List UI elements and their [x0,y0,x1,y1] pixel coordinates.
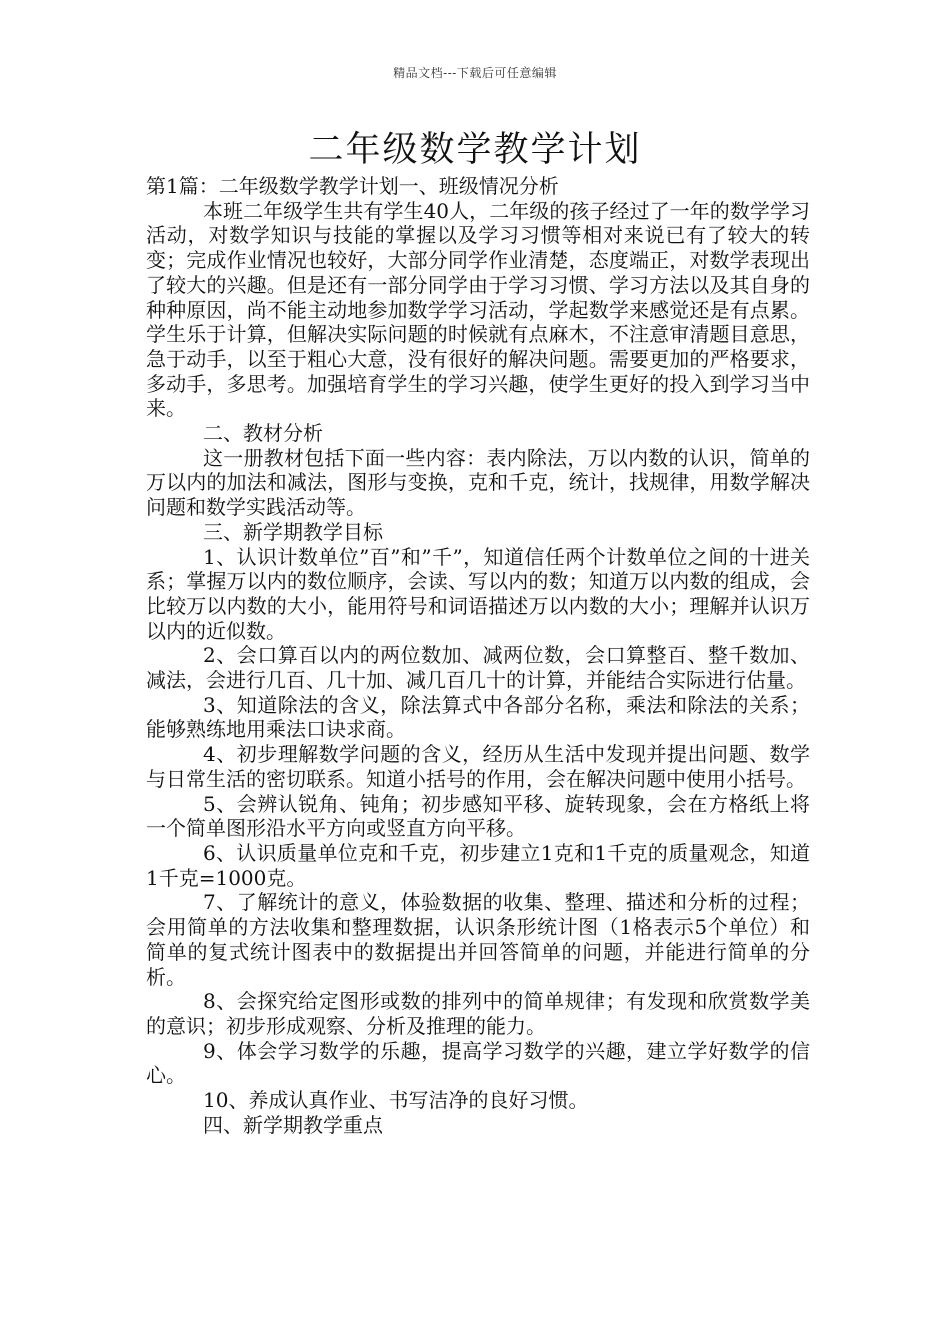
body-paragraph: 9、体会学习数学的乐趣，提高学习数学的兴趣，建立学好数学的信心。 [146,1038,810,1088]
body-paragraph: 7、了解统计的意义，体验数据的收集、整理、描述和分析的过程；会用简单的方法收集和整理数据，认识条形统计图（1格表示5个单位）和简单的复式统计图表中的数据提出并回答简单的问题，并能进行简单的分析。 [146,890,810,989]
body-paragraph: 1、认识计数单位”百”和”千”，知道信任两个计数单位之间的十进关系；掌握万以内的数位顺序，会读、写以内的数；知道万以内数的组成，会比较万以内数的大小，能用符号和词语描述万以内数的大小；理解并认识万以内的近似数。 [146,544,810,643]
body-paragraph: 10、养成认真作业、书写洁净的良好习惯。 [203,1088,589,1113]
body-paragraph: 这一册教材包括下面一些内容：表内除法，万以内数的认识，简单的万以内的加法和减法，图形与变换，克和千克，统计，找规律，用数学解决问题和数学实践活动等。 [146,445,810,520]
document-title: 二年级数学教学计划 [308,130,642,170]
body-paragraph: 2、会口算百以内的两位数加、减两位数，会口算整百、整千数加、减法，会进行几百、几十加、减几百几十的计算，并能结合实际进行估量。 [146,643,810,693]
body-paragraph: 6、认识质量单位克和千克，初步建立1克和1千克的质量观念，知道1千克=1000克。 [146,840,810,890]
body-paragraph: 本班二年级学生共有学生40人，二年级的孩子经过了一年的数学学习活动，对数学知识与技能的掌握以及学习习惯等相对来说已有了较大的转变；完成作业情况也较好，大部分同学作业清楚，态度端正，对数学表现出了较大的兴趣。但是还有一部分同学由于学习习惯、学习方法以及其自身的种种原因，尚不能主动地参加数学学习活动，学起数学来感觉还是有点累。学生乐于计算，但解决实际问题的时候就有点麻木，不注意审清题目意思，急于动手，以至于粗心大意，没有很好的解决问题。需要更加的严格要求，多动手，多思考。加强培育学生的学习兴趣，使学生更好的投入到学习当中来。 [146,198,810,421]
body-paragraph: 三、新学期教学目标 [203,519,383,544]
body-paragraph: 4、初步理解数学问题的含义，经历从生活中发现并提出问题、数学与日常生活的密切联系。知道小括号的作用，会在解决问题中使用小括号。 [146,742,810,791]
body-paragraph: 二、教材分析 [203,421,323,446]
body-paragraph: 四、新学期教学重点 [203,1112,383,1137]
header-note: 精品文档---下载后可任意编辑 [393,66,557,80]
body-paragraph: 8、会探究给定图形或数的排列中的简单规律；有发现和欣赏数学美的意识；初步形成观察、分析及推理的能力。 [146,989,810,1038]
body-paragraph: 3、知道除法的含义，除法算式中各部分名称，乘法和除法的关系；能够熟练地用乘法口诀求商。 [146,692,810,742]
body-paragraph: 第1篇：二年级数学教学计划一、班级情况分析 [146,174,559,198]
body-paragraph: 5、会辨认锐角、钝角；初步感知平移、旋转现象，会在方格纸上将一个简单图形沿水平方向或竖直方向平移。 [146,791,810,841]
document-body [146,174,810,1137]
